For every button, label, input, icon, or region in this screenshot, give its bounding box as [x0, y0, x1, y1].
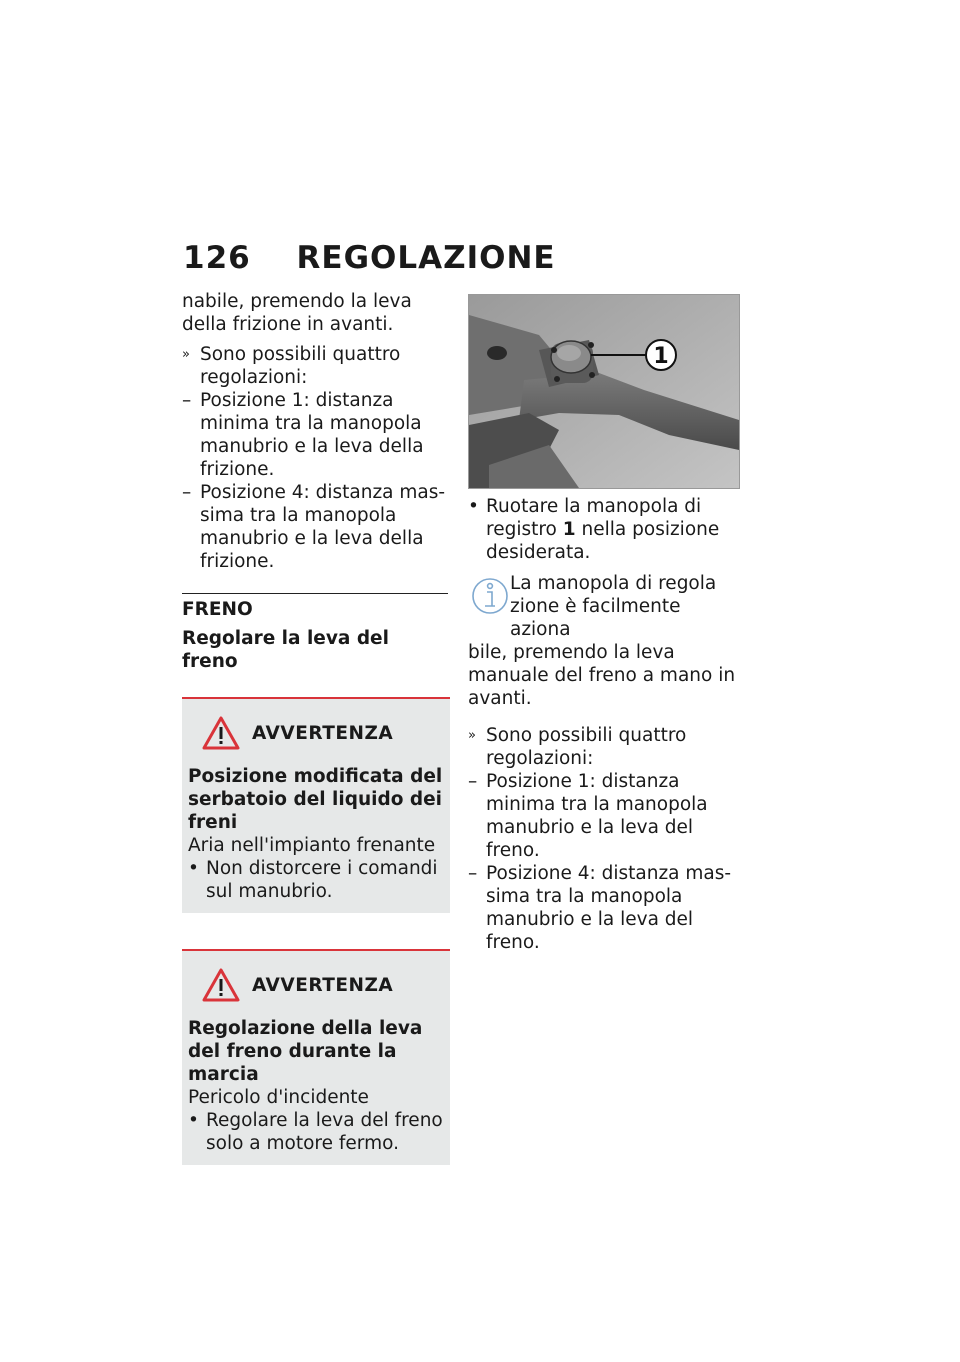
- brake-lever-figure: [468, 294, 740, 489]
- warning-title: Posizione modificata del serbatoio del liquido dei freni: [188, 766, 443, 833]
- warning-box: [182, 697, 450, 913]
- step-item: [468, 495, 738, 564]
- step-reference: 1: [562, 519, 576, 540]
- warning-action: [188, 857, 444, 903]
- warning-header: [202, 965, 444, 1005]
- list-item: [468, 862, 738, 954]
- list-item-text: Posizione 1: distanza minima tra la manopola manubrio e la leva della frizione.: [200, 390, 424, 480]
- result-marker: »: [468, 728, 476, 743]
- chapter-title: REGOLAZIONE: [296, 240, 556, 276]
- list-item-text: Posizione 4: distanza massima tra la manopola manubrio e la leva della frizione.: [200, 482, 446, 572]
- section-divider: [182, 593, 448, 594]
- dash-marker: –: [182, 482, 192, 503]
- result-item: [182, 343, 448, 389]
- list-item: [182, 389, 448, 481]
- warning-header: [202, 713, 444, 753]
- info-text-line-2: zione è facilmente aziona: [510, 596, 681, 640]
- bullet-marker: •: [188, 1110, 199, 1131]
- warning-label: AVVERTENZA: [252, 722, 394, 744]
- list-item: [182, 481, 448, 573]
- dash-marker: –: [468, 771, 478, 792]
- info-text-rest: bile, premendo la leva manuale del freno a mano in avanti.: [468, 642, 736, 709]
- warning-triangle-icon: [202, 716, 240, 750]
- info-icon: [470, 576, 510, 616]
- info-note: [468, 572, 738, 710]
- dash-marker: –: [468, 863, 478, 884]
- page-number: 126: [183, 240, 251, 276]
- warning-box: [182, 949, 450, 1165]
- brake-lever-illustration: [469, 295, 739, 488]
- result-marker: »: [182, 347, 190, 362]
- warning-cause: Aria nell'impianto frenante: [188, 835, 436, 856]
- warning-cause: Pericolo d'incidente: [188, 1087, 369, 1108]
- right-column: [468, 294, 738, 954]
- step-text-start: Ruotare la manopola di registro: [486, 496, 702, 540]
- bullet-marker: •: [188, 858, 199, 879]
- result-item: [468, 724, 738, 770]
- list-item-text: Posizione 4: distanza massima tra la manopola manubrio e la leva del freno.: [486, 863, 732, 953]
- bullet-marker: •: [468, 496, 479, 517]
- section-title: FRENO: [182, 599, 253, 620]
- warning-title: Regolazione della leva del freno durante la marcia: [188, 1018, 423, 1085]
- warning-action-text: Non distorcere i comandi sul manubrio.: [206, 858, 438, 902]
- page-header: [183, 240, 556, 276]
- warning-label: AVVERTENZA: [252, 974, 394, 996]
- warning-action: [188, 1109, 444, 1155]
- result-text: Sono possibili quattro regolazioni:: [200, 344, 401, 388]
- figure-callout: 1: [653, 344, 669, 369]
- left-column: [182, 290, 448, 1165]
- subsection-title: Regolare la leva del freno: [182, 628, 389, 672]
- step-text-end: nella posizione desiderata.: [486, 519, 720, 563]
- info-text-line-1: La manopola di regola: [510, 573, 717, 594]
- list-item: [468, 770, 738, 862]
- dash-marker: –: [182, 390, 192, 411]
- warning-triangle-icon: [202, 968, 240, 1002]
- intro-text: nabile, premendo la leva della frizione in avanti.: [182, 291, 412, 335]
- warning-action-text: Regolare la leva del freno solo a motore fermo.: [206, 1110, 443, 1154]
- result-text: Sono possibili quattro regolazioni:: [486, 725, 687, 769]
- list-item-text: Posizione 1: distanza minima tra la manopola manubrio e la leva del freno.: [486, 771, 708, 861]
